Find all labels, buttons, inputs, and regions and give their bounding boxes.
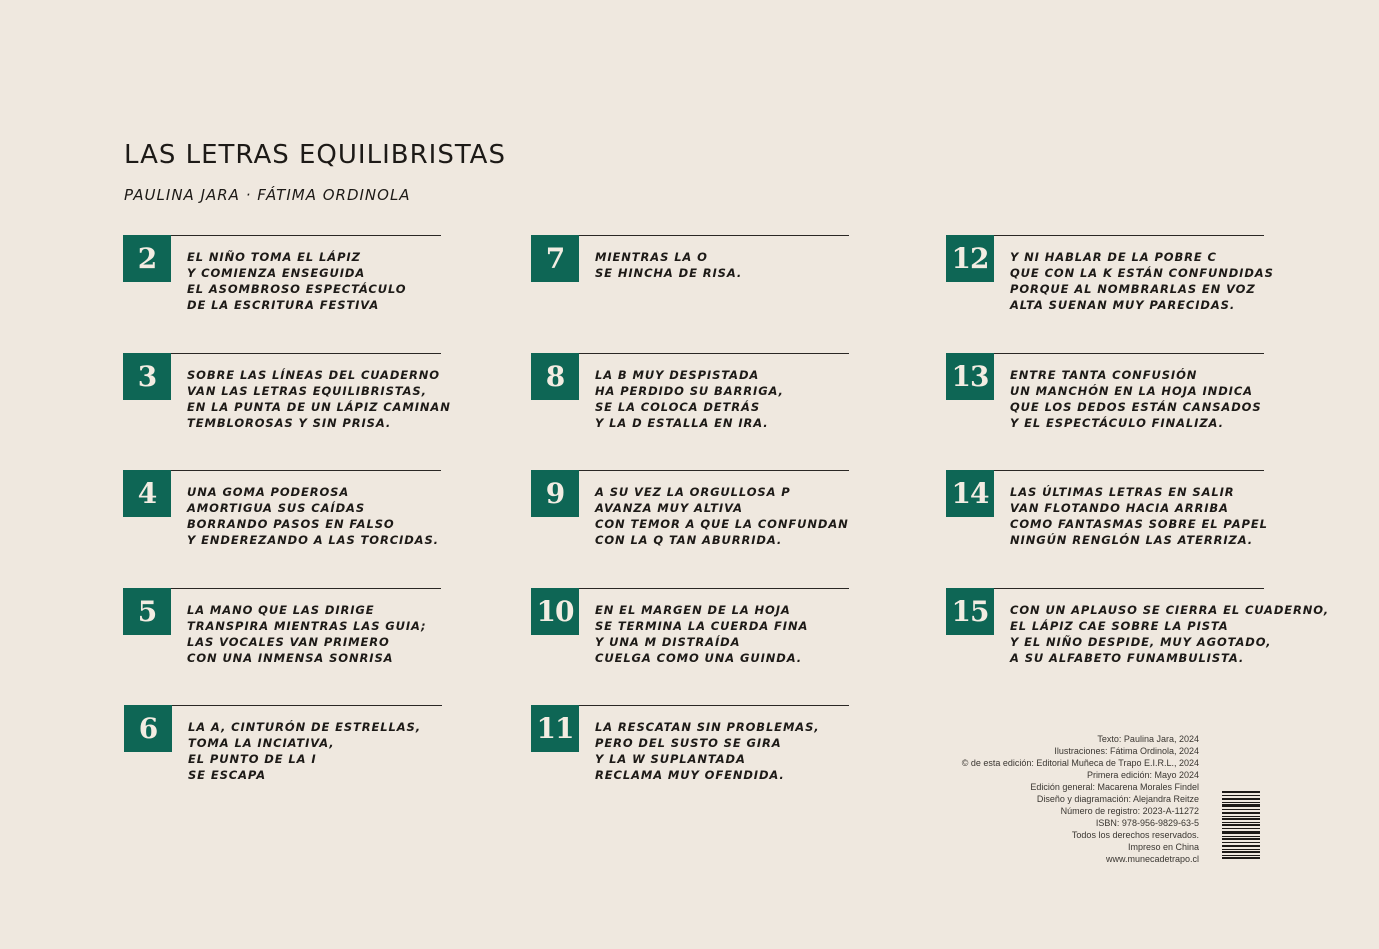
verse-block	[946, 353, 1264, 453]
verse-line: Y COMIENZA ENSEGUIDA	[187, 266, 366, 280]
book-authors: PAULINA JARA · FÁTIMA ORDINOLA	[124, 186, 411, 204]
verse-line: LA RESCATAN SIN PROBLEMAS,	[595, 720, 820, 734]
verse-line: CON UN APLAUSO SE CIERRA EL CUADERNO,	[1010, 603, 1330, 617]
page-number-badge: 2	[123, 235, 171, 282]
verse-line: EN LA PUNTA DE UN LÁPIZ CAMINAN	[187, 400, 451, 414]
verse-line: UN MANCHÓN EN LA HOJA INDICA	[1010, 384, 1253, 398]
page-number-badge: 13	[946, 353, 994, 400]
page-number-badge: 3	[123, 353, 171, 400]
colophon-line: Todos los derechos reservados.	[1071, 830, 1199, 840]
verse-text	[1010, 602, 1330, 666]
verse-line: MIENTRAS LA O	[595, 250, 708, 264]
verse-line: Y EL NIÑO DESPIDE, MUY AGOTADO,	[1010, 635, 1272, 649]
isbn-barcode	[1222, 791, 1260, 859]
verse-text	[1010, 249, 1324, 313]
verse-line: Y NI HABLAR DE LA POBRE C	[1010, 250, 1217, 264]
verse-line: EL LÁPIZ CAE SOBRE LA PISTA	[1010, 619, 1229, 633]
verse-line: EL NIÑO TOMA EL LÁPIZ	[187, 250, 361, 264]
verse-line: SE LA COLOCA DETRÁS	[595, 400, 761, 414]
verse-block	[531, 353, 849, 453]
verse-line: A SU ALFABETO FUNAMBULISTA.	[1010, 651, 1245, 665]
page-number-badge: 6	[124, 705, 172, 752]
verse-line: VAN LAS LETRAS EQUILIBRISTAS,	[187, 384, 427, 398]
verse-line: LA B MUY DESPISTADA	[595, 368, 760, 382]
verse-line: EN EL MARGEN DE LA HOJA	[595, 603, 791, 617]
colophon-line: Diseño y diagramación: Alejandra Reitze	[1036, 794, 1199, 804]
colophon-line: Edición general: Macarena Morales Findel	[1030, 782, 1199, 792]
verse-line: A SU VEZ LA ORGULLOSA P	[595, 485, 791, 499]
verse-block	[123, 588, 441, 688]
verse-line: CUELGA COMO UNA GUINDA.	[595, 651, 803, 665]
verse-block	[123, 353, 451, 453]
verse-line: SOBRE LAS LÍNEAS DEL CUADERNO	[187, 368, 440, 382]
verse-line: UNA GOMA PODEROSA	[187, 485, 350, 499]
verse-line: LA MANO QUE LAS DIRIGE	[187, 603, 375, 617]
verse-line: ENTRE TANTA CONFUSIÓN	[1010, 368, 1198, 382]
colophon-line: © de esta edición: Editorial Muñeca de Trapo E.I.R.L., 2024	[961, 758, 1199, 768]
verse-text	[595, 367, 909, 431]
verse-line: VAN FLOTANDO HACIA ARRIBA	[1010, 501, 1229, 515]
colophon-line: Impreso en China	[1127, 842, 1199, 852]
colophon-line: Primera edición: Mayo 2024	[1086, 770, 1199, 780]
verse-line: Y LA D ESTALLA EN IRA.	[595, 416, 769, 430]
colophon	[899, 733, 1199, 865]
verse-block	[531, 235, 849, 335]
verse-line: Y EL ESPECTÁCULO FINALIZA.	[1010, 416, 1224, 430]
verse-text	[1010, 367, 1324, 431]
page-number-badge: 14	[946, 470, 994, 517]
verse-line: TRANSPIRA MIENTRAS LAS GUIA;	[187, 619, 427, 633]
verse-block	[123, 235, 441, 335]
verse-line: LA A, CINTURÓN DE ESTRELLAS,	[188, 720, 422, 734]
verse-line: HA PERDIDO SU BARRIGA,	[595, 384, 784, 398]
verse-line: DE LA ESCRITURA FESTIVA	[187, 298, 380, 312]
verse-block	[531, 588, 849, 688]
verse-text	[595, 719, 909, 783]
verse-text	[187, 602, 501, 666]
verse-line: LAS VOCALES VAN PRIMERO	[187, 635, 390, 649]
verse-line: BORRANDO PASOS EN FALSO	[187, 517, 395, 531]
barcode-icon	[1222, 791, 1260, 859]
colophon-line: Ilustraciones: Fátima Ordinola, 2024	[1054, 746, 1199, 756]
verse-line: RECLAMA MUY OFENDIDA.	[595, 768, 785, 782]
colophon-line: Texto: Paulina Jara, 2024	[1097, 734, 1199, 744]
verse-text	[1010, 484, 1324, 548]
page-number-badge: 12	[946, 235, 994, 282]
verse-text	[188, 719, 502, 783]
verse-line: SE TERMINA LA CUERDA FINA	[595, 619, 809, 633]
verse-line: COMO FANTASMAS SOBRE EL PAPEL	[1010, 517, 1268, 531]
page-number-badge: 5	[123, 588, 171, 635]
verse-line: TOMA LA INCIATIVA,	[188, 736, 335, 750]
verse-block	[123, 470, 441, 570]
book-title: LAS LETRAS EQUILIBRISTAS	[124, 140, 506, 170]
verse-line: SE HINCHA DE RISA.	[595, 266, 743, 280]
verse-line: CON LA Q TAN ABURRIDA.	[595, 533, 783, 547]
verse-line: LAS ÚLTIMAS LETRAS EN SALIR	[1010, 485, 1235, 499]
verse-text	[187, 367, 501, 431]
verse-block	[946, 235, 1274, 335]
verse-text	[595, 602, 909, 666]
page-number-badge: 8	[531, 353, 579, 400]
page-number-badge: 7	[531, 235, 579, 282]
verse-line: NINGÚN RENGLÓN LAS ATERRIZA.	[1010, 533, 1254, 547]
verse-block	[531, 470, 849, 570]
verse-line: QUE LOS DEDOS ESTÁN CANSADOS	[1010, 400, 1262, 414]
colophon-line: ISBN: 978-956-9829-63-5	[1095, 818, 1199, 828]
colophon-line: Número de registro: 2023-A-11272	[1060, 806, 1199, 816]
verse-line: AVANZA MUY ALTIVA	[595, 501, 743, 515]
verse-line: EL ASOMBROSO ESPECTÁCULO	[187, 282, 407, 296]
verse-block	[124, 705, 442, 805]
verse-line: PERO DEL SUSTO SE GIRA	[595, 736, 782, 750]
verse-line: EL PUNTO DE LA I	[188, 752, 317, 766]
page-number-badge: 10	[531, 588, 579, 635]
verse-text	[595, 484, 909, 548]
verse-line: AMORTIGUA SUS CAÍDAS	[187, 501, 366, 515]
verse-line: TEMBLOROSAS Y SIN PRISA.	[187, 416, 392, 430]
verse-line: CON TEMOR A QUE LA CONFUNDAN	[595, 517, 849, 531]
verse-line: PORQUE AL NOMBRARLAS EN VOZ	[1010, 282, 1256, 296]
verse-text	[187, 484, 501, 548]
verse-line: Y ENDEREZANDO A LAS TORCIDAS.	[187, 533, 439, 547]
colophon-line: www.munecadetrapo.cl	[1105, 854, 1199, 864]
page-number-badge: 9	[531, 470, 579, 517]
page-number-badge: 11	[531, 705, 579, 752]
page-number-badge: 4	[123, 470, 171, 517]
verse-line: Y UNA M DISTRAÍDA	[595, 635, 741, 649]
verse-line: CON UNA INMENSA SONRISA	[187, 651, 394, 665]
verse-block	[946, 588, 1330, 688]
verse-line: ALTA SUENAN MUY PARECIDAS.	[1010, 298, 1236, 312]
verse-text	[187, 249, 501, 313]
page-number-badge: 15	[946, 588, 994, 635]
verse-block	[946, 470, 1268, 570]
verse-line: QUE CON LA K ESTÁN CONFUNDIDAS	[1010, 266, 1274, 280]
verse-line: SE ESCAPA	[188, 768, 266, 782]
verse-text	[595, 249, 909, 281]
verse-line: Y LA W SUPLANTADA	[595, 752, 746, 766]
verse-block	[531, 705, 849, 805]
